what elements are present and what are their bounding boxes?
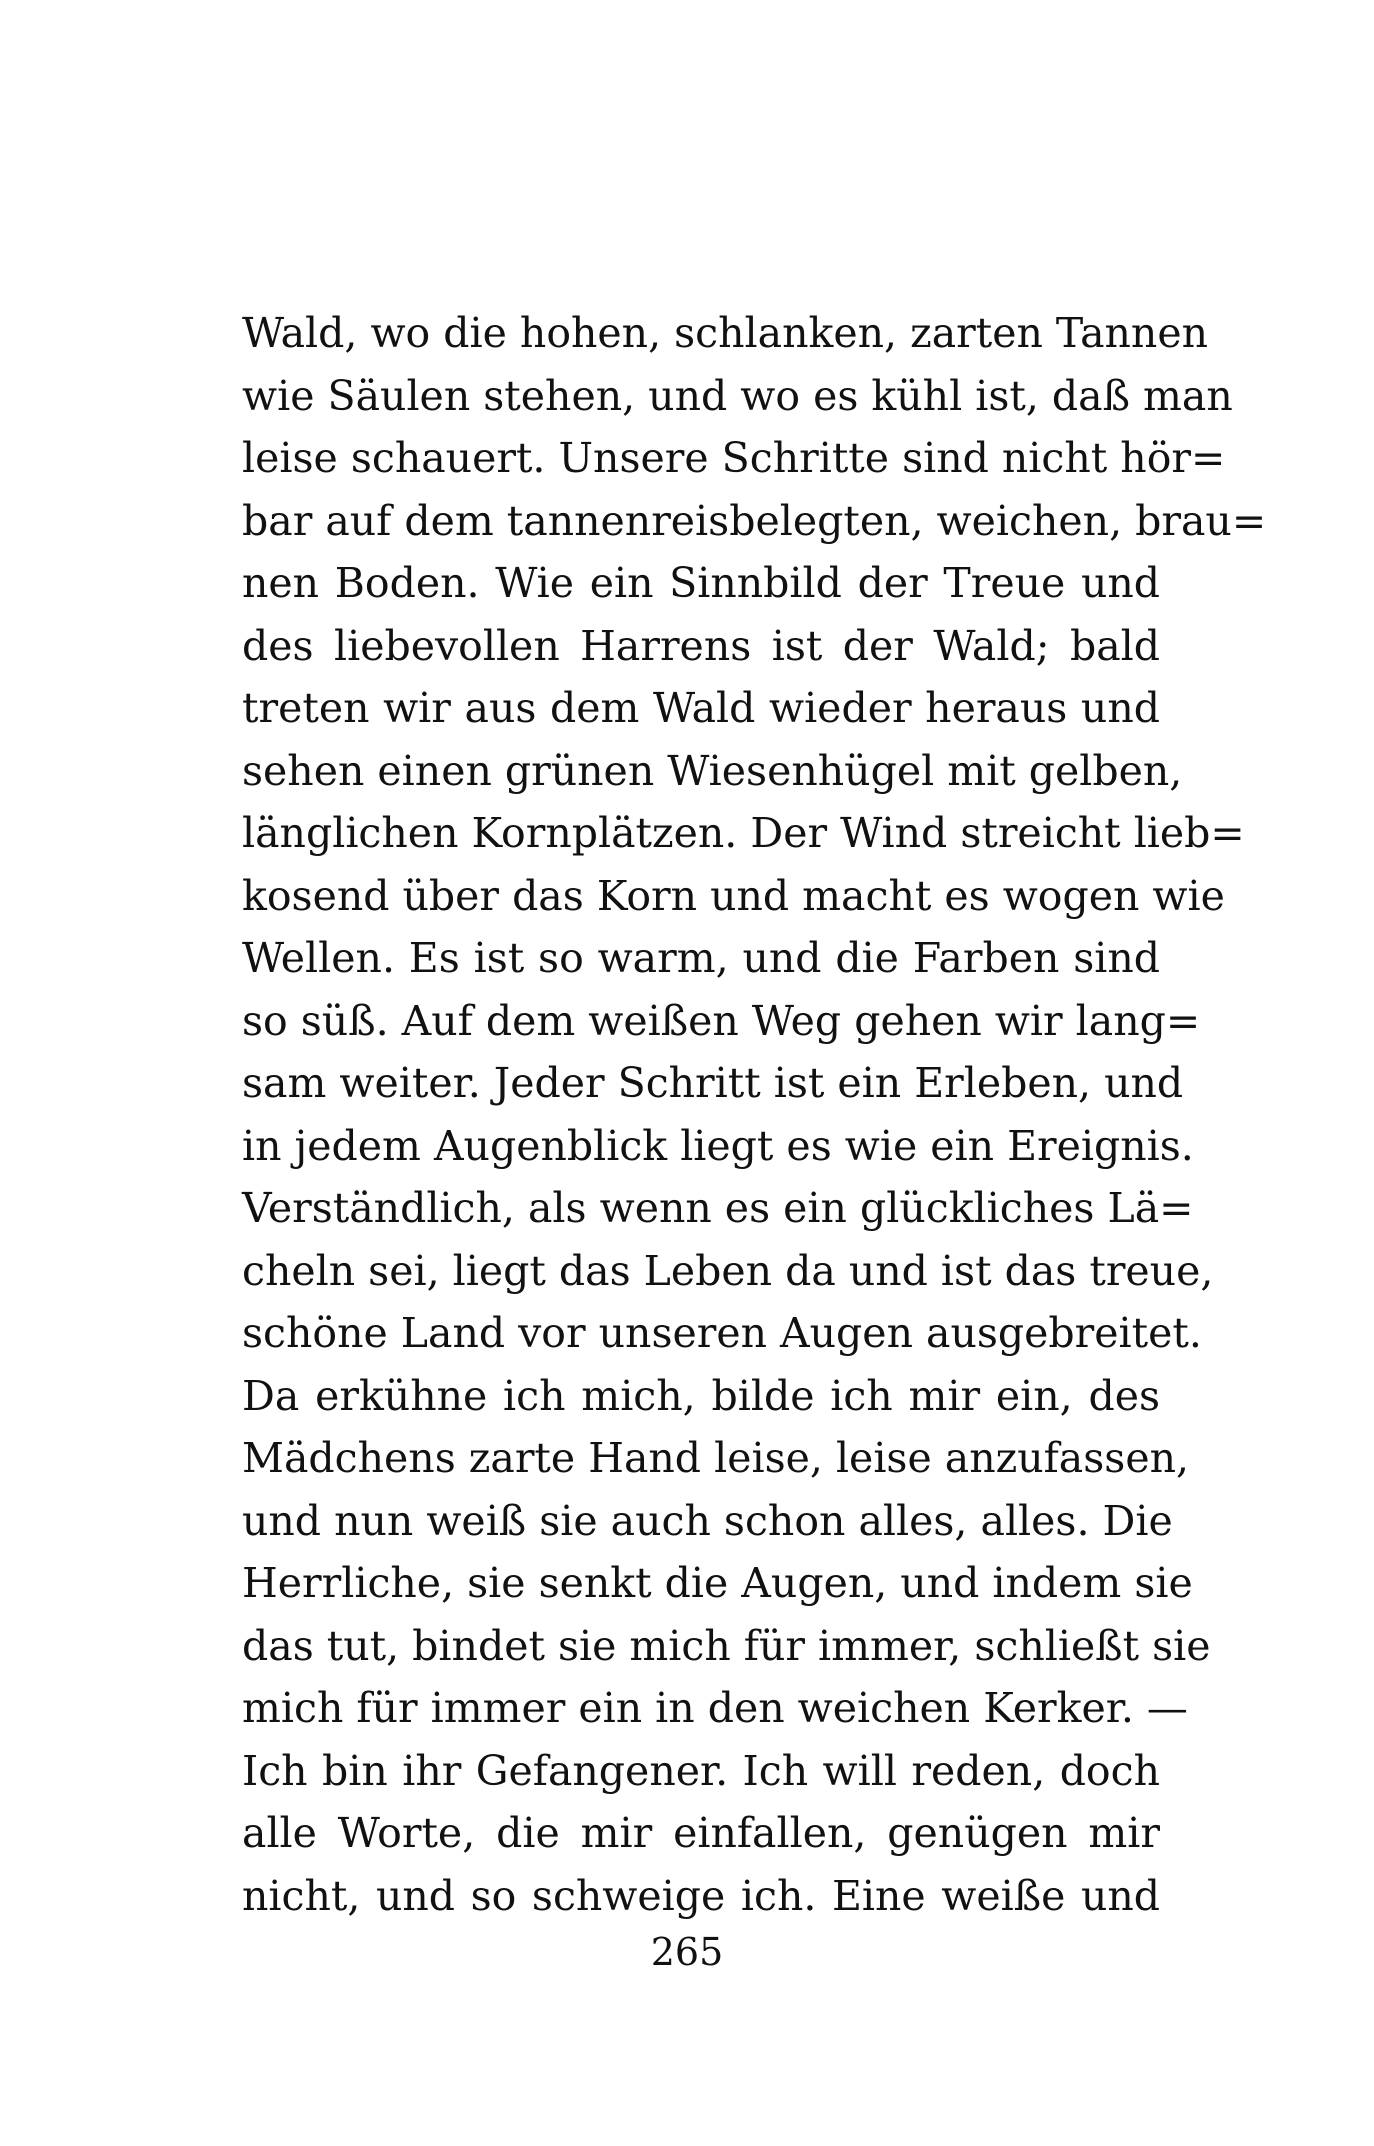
page-number: 265 — [650, 1930, 724, 1974]
text-line: länglichen Kornplätzen. Der Wind streicht lieb= — [242, 809, 1245, 857]
text-line: Mädchens zarte Hand leise, leise anzufassen, — [242, 1434, 1190, 1482]
text-line: Da erkühne ich mich, bilde ich mir ein, des — [242, 1371, 1160, 1420]
text-line: mich für immer ein in den weichen Kerker. — — [242, 1684, 1188, 1732]
text-line: kosend über das Korn und macht es wogen wie — [242, 871, 1225, 920]
text-line: bar auf dem tannenreisbelegten, weichen, brau= — [242, 496, 1267, 545]
text-line: so süß. Auf dem weißen Weg gehen wir lang= — [242, 996, 1201, 1045]
text-line: Verständlich, als wenn es ein glückliches Lä= — [242, 1184, 1194, 1232]
text-line: wie Säulen stehen, und wo es kühl ist, daß man — [242, 371, 1233, 420]
text-line: Wellen. Es ist so warm, und die Farben sind — [242, 934, 1160, 982]
text-line: des liebevollen Harrens ist der Wald; bald — [242, 621, 1160, 670]
text-line: Ich bin ihr Gefangener. Ich will reden, doch — [242, 1746, 1160, 1795]
text-line: das tut, bindet sie mich für immer, schließt sie — [242, 1621, 1211, 1670]
text-line: schöne Land vor unseren Augen ausgebreitet. — [242, 1309, 1202, 1357]
text-line: alle Worte, die mir einfallen, genügen mir — [242, 1809, 1160, 1857]
body-text — [242, 302, 1267, 1927]
text-line: Wald, wo die hohen, schlanken, zarten Tannen — [242, 309, 1209, 357]
text-line: sehen einen grünen Wiesenhügel mit gelben, — [242, 746, 1183, 795]
text-line: cheln sei, liegt das Leben da und ist das treue, — [242, 1246, 1214, 1295]
text-line: treten wir aus dem Wald wieder heraus und — [242, 684, 1160, 732]
text-line: nicht, und so schweige ich. Eine weiße und — [242, 1871, 1160, 1920]
text-line: und nun weiß sie auch schon alles, alles. Die — [242, 1496, 1173, 1545]
text-line: in jedem Augenblick liegt es wie ein Ereignis. — [242, 1121, 1194, 1170]
text-line: leise schauert. Unsere Schritte sind nicht hör= — [242, 434, 1226, 482]
text-line: nen Boden. Wie ein Sinnbild der Treue und — [242, 559, 1160, 607]
text-line: Herrliche, sie senkt die Augen, und indem sie — [242, 1559, 1193, 1607]
text-line: sam weiter. Jeder Schritt ist ein Erleben, und — [242, 1059, 1184, 1107]
